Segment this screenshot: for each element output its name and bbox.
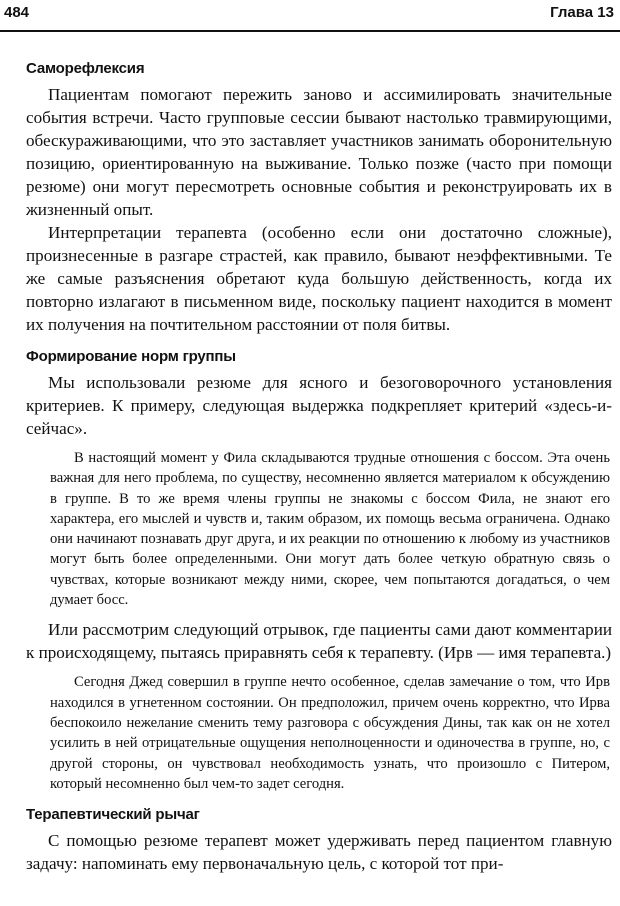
paragraph: С помощью резюме терапевт может удерживать перед пациентом главную задачу: напоминать ему первоначальную цель, с которой тот при- <box>26 831 612 874</box>
page-header <box>0 0 620 32</box>
paragraph: Пациентам помогают пережить заново и ассимилировать значительные события встречи. Часто групповые сессии бывают настолько травмирующими, обескураживающими, что это заставляет участников занимать оборонительную позицию, ориентированную на выживание. Только позже (часто при помощи резюме) они могут пересмотреть основные события и реконструировать их в жизненный опыт. <box>26 85 612 219</box>
section-heading-group-norms: Формирование норм группы <box>26 348 236 365</box>
paragraph: Или рассмотрим следующий отрывок, где пациенты сами дают комментарии к происходящему, пытаясь приравнять себя к терапевту. (Ирв — имя терапевта.) <box>26 620 612 663</box>
paragraph: Интерпретации терапевта (особенно если они достаточно сложные), произнесенные в разгаре страстей, как правило, бывают неэффективными. Те же самые разъяснения обретают куда большую действенность, когда их повторно излагают в письменном виде, поскольку пациент находится в момент их получения на почтительном расстоянии от поля битвы. <box>26 223 612 334</box>
block-quote: В настоящий момент у Фила складываются трудные отношения с боссом. Эта очень важная для него проблема, по существу, несомненно является материалом к обсуждению в группе. В то же время члены группы не знакомы с боссом Фила, не знают его характера, его мыслей и чувств и, таким образом, их помощь весьма ограничена. Однако они начинают познавать друг друга, и их реакции по отношению к любому из участников могут быть более определенными. Они могут дать более четкую обратную связь о чувствах, которые возникают между ними, скорее, чем попытаются догадаться, о чем думает босс. <box>50 450 610 609</box>
page-number: 484 <box>4 4 30 21</box>
paragraph: Мы использовали резюме для ясного и безоговорочного установления критериев. К примеру, следующая выдержка подкрепляет критерий «здесь-и-сейчас». <box>26 373 612 438</box>
page-content <box>26 60 612 875</box>
block-quote: Сегодня Джед совершил в группе нечто особенное, сделав замечание о том, что Ирв находился в угнетенном состоянии. Он предположил, причем очень корректно, что Ирва беспокоило нежелание сменить тему разговора с обсуждения Дины, так как он не хотел усилить в ней отрицательные ощущения неполноценности и одиночества в группе, но, с другой стороны, он чувствовал необходимость узнать, что произошло с Питером, который несомненно был чем-то задет сегодня. <box>50 674 610 792</box>
section-heading-self-reflection: Саморефлексия <box>26 60 145 77</box>
chapter-title: Глава 13 <box>550 4 614 21</box>
section-heading-therapeutic-leverage: Терапевтический рычаг <box>26 806 200 824</box>
